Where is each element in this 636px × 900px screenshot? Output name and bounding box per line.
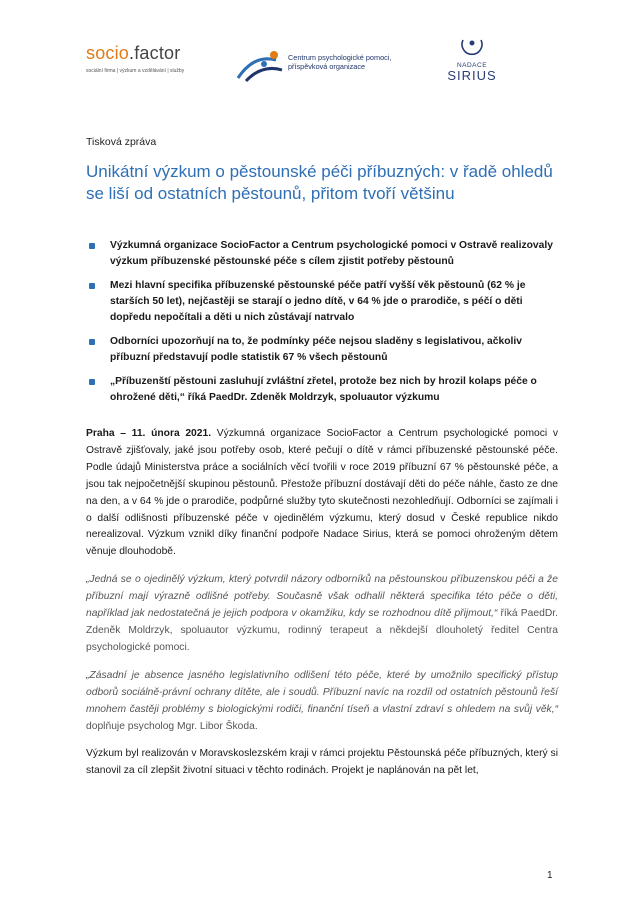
key-point <box>86 334 558 366</box>
cpp-logo <box>236 48 406 86</box>
bullet-square-icon <box>89 339 95 345</box>
document-type-label: Tisková zpráva <box>86 136 157 148</box>
sociofactor-name-part2: factor <box>134 43 181 63</box>
intro-paragraph <box>86 426 558 561</box>
sirius-label: SIRIUS <box>447 68 497 83</box>
body-text <box>86 426 558 791</box>
bullet-square-icon <box>89 379 95 385</box>
sociofactor-name-part1: socio <box>86 43 130 63</box>
key-points-list <box>86 238 558 414</box>
quote-paragraph-moldrzyk <box>86 572 558 657</box>
key-point <box>86 278 558 326</box>
nadace-sirius-logo <box>442 36 502 88</box>
key-point-text: Výzkumná organizace SocioFactor a Centrum psychologické pomoci v Ostravě realizovaly výzkum příbuzenské pěstounské péče s cílem zjistit potřeby pěstounů <box>110 240 553 267</box>
sociofactor-tagline: sociální firma | výzkum a vzdělávání | služby <box>86 68 185 74</box>
press-release-title: Unikátní výzkum o pěstounské péči příbuzných: v řadě ohledů se liší od ostatních pěstounů, přitom tvoří většinu <box>86 162 553 203</box>
intro-text: Výzkumná organizace SocioFactor a Centrum psychologické pomoci v Ostravě zjišťovaly, jaké jsou potřeby osob, které pečují o dítě v rámci příbuzenské pěstounské péče. Podle údajů Ministerstva práce a sociálních věcí tvořili v roce 2019 příbuzní 67 % pěstounské péče, a jsou tak nejpočetnější skupinou pěstounů. Přestože příbuzní dostávají děti do péče náhle, často ze dne na den, a v 64 % jde o prarodiče, podpůrné služby tyto skutečnosti nezohledňují. Odborníci se zajímali i o další odlišnosti příbuzenské péče v ojedinělém výzkumu, který dosud v České republice nikdo nerealizoval. Výzkum vznikl díky finanční podpoře Nadace Sirius, která se pomoci ohroženým dětem věnuje dlouhodobě. <box>86 428 559 558</box>
bullet-square-icon <box>89 283 95 289</box>
key-point <box>86 238 558 270</box>
key-point-text: Mezi hlavní specifika příbuzenské pěstounské péče patří vyšší věk pěstounů (62 % je starších 50 let), nejčastěji se starají o jedno dítě, v 64 % jde o prarodiče, s péčí o děti dopředu nepočítali a děti u nich zůstávají natrvalo <box>110 280 526 323</box>
project-paragraph: Výzkum byl realizován v Moravskoslezském kraji v rámci projektu Pěstounská péče příbuzných, který si stanovil za cíl zlepšit životní situaci v těchto rodinách. Projekt je naplánován na pět let, <box>86 748 558 777</box>
cpp-logo-icon <box>236 48 286 86</box>
dateline: Praha – 11. února 2021. <box>86 428 212 439</box>
page-number: 1 <box>547 870 553 881</box>
cpp-name-line2: příspěvková organizace <box>288 62 366 71</box>
key-point <box>86 374 558 406</box>
quote-paragraph-skoda <box>86 668 558 736</box>
sociofactor-logo <box>86 42 184 74</box>
nadace-label: NADACE <box>456 62 488 69</box>
quote-attribution: doplňuje psycholog Mgr. Libor Škoda. <box>86 720 258 732</box>
quote-text: „Jedná se o ojedinělý výzkum, který potvrdil názory odborníků na pěstounskou příbuzenskou péči a že příbuzní mají výrazně odlišné potřeby. Současně však odhalil některá specifika této péče o děti, například jak nedostatečná je jejich podpora v okamžiku, kdy se rozhodnou dítě přijmout,“ <box>86 574 558 620</box>
sociofactor-name-dot: . <box>129 43 135 63</box>
sirius-star-icon <box>457 36 487 60</box>
key-point-text: „Příbuzenští pěstouni zasluhují zvláštní zřetel, protože bez nich by hrozil kolaps péče o ohrožené děti,“ říká PaedDr. Zdeněk Moldrzyk, spoluautor výzkumu <box>110 376 537 403</box>
cpp-name-line1: Centrum psychologické pomoci, <box>288 53 392 62</box>
key-point-text: Odborníci upozorňují na to, že podmínky péče nejsou sladěny s legislativou, ačkoliv příbuzní představují podle statistik 67 % všech pěstounů <box>110 336 522 363</box>
logo-header <box>86 36 556 96</box>
quote-text: „Zásadní je absence jasného legislativního odlišení této péče, které by umožnilo specifický přístup odborů sociálně-právní ochrany dítěte, ale i soudů. Příbuzní navíc na rozdíl od ostatních pěstounů řeší mnohem častěji problémy s biologickými rodiči, finanční tíseň a vlastní zdraví s ohledem na svůj věk,“ <box>86 669 558 715</box>
bullet-square-icon <box>89 243 95 249</box>
quote-attribution: říká PaedDr. Zdeněk Moldrzyk, spoluautor výzkumu, rodinný terapeut a někdejší dlouholetý ředitel Centra psychologické pomoci. <box>86 608 558 653</box>
